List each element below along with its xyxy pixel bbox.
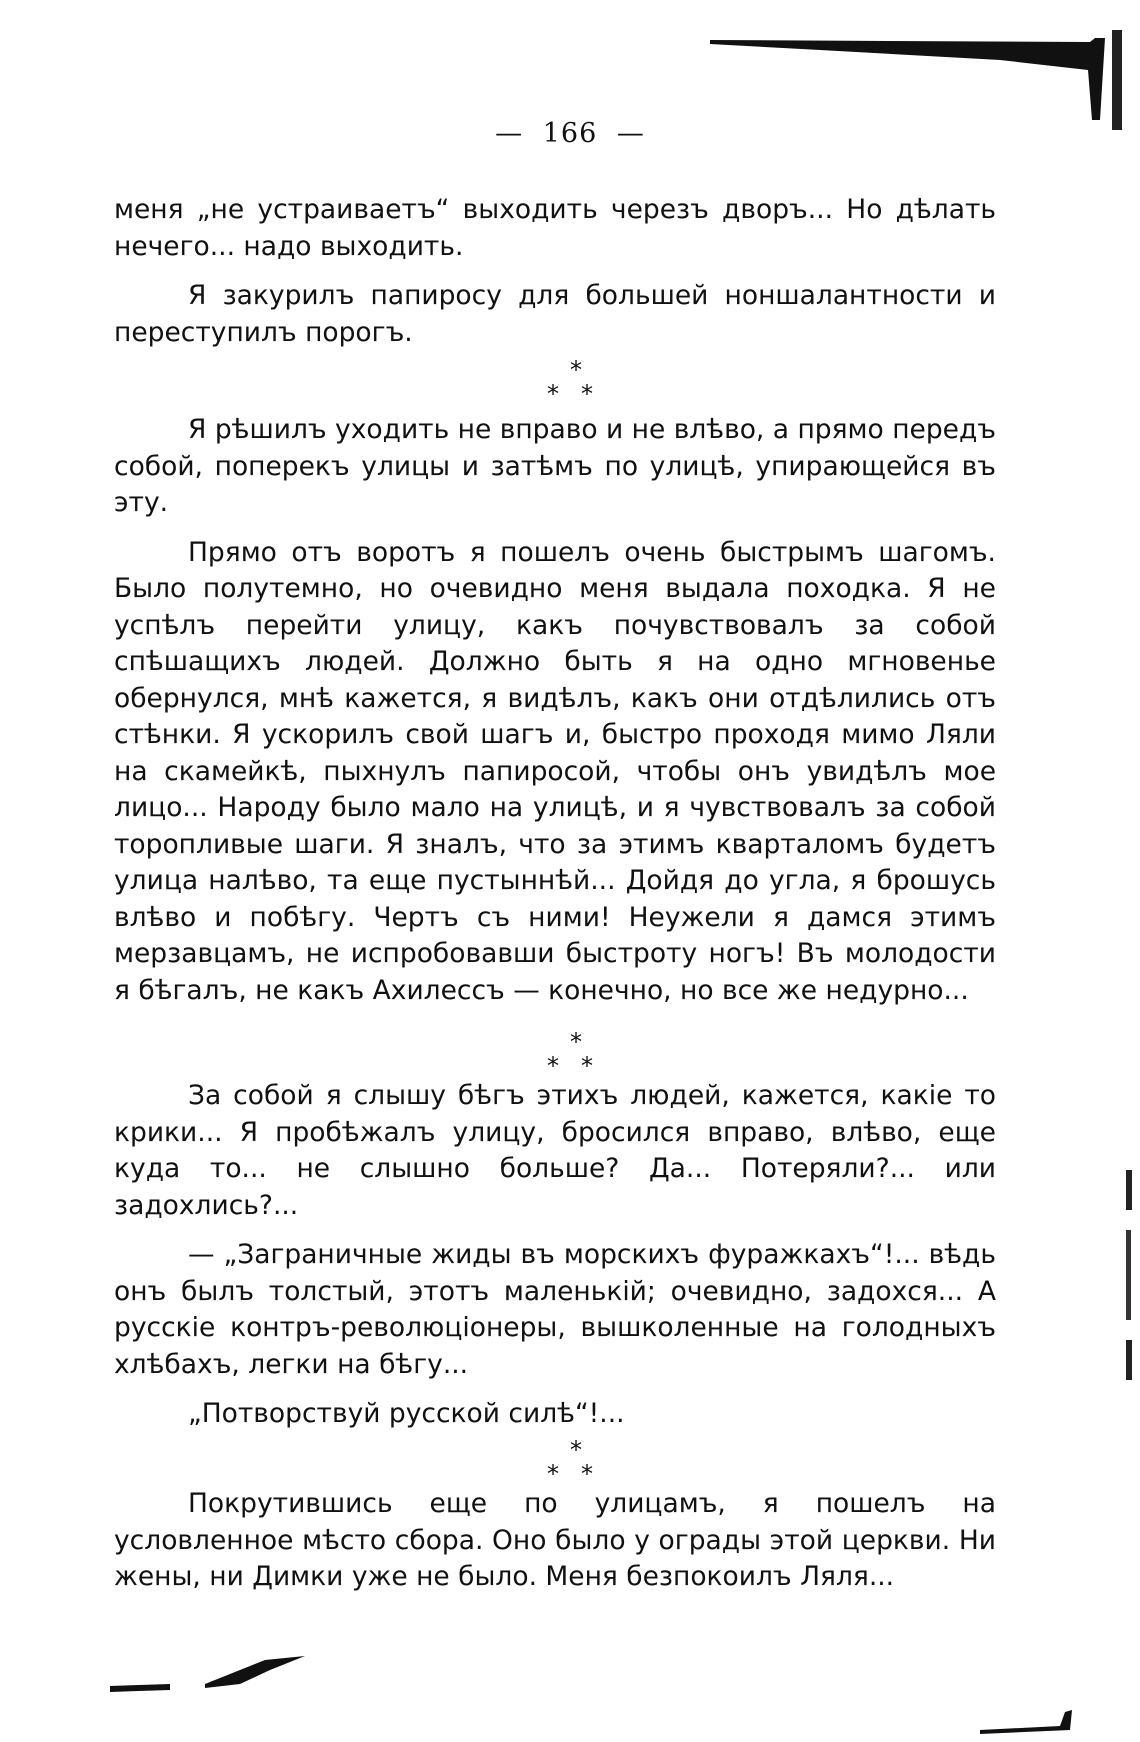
asterism-bottom-stars: ** — [547, 1052, 615, 1080]
page-number-dash-right: — — [616, 118, 645, 149]
paragraph: Я закурилъ папиросу для большей ноншалантности и переступилъ порогъ. — [114, 280, 996, 348]
scan-edge-mark-top-right — [700, 30, 1140, 130]
paragraph: За собой я слышу бѣгъ этихъ людей, кажется, какіе то крики... Я пробѣжалъ улицу, бросился вправо, влѣво, еще куда то... не слышно больше? Да... Потеряли?... или задохлись?... — [114, 1080, 996, 1221]
section-break-asterism — [0, 1438, 1140, 1486]
text-section-2 — [114, 412, 996, 1022]
text-section-3 — [114, 1078, 996, 1446]
scan-edge-mark-bottom-right — [960, 1700, 1140, 1742]
asterism-top-star: * — [570, 1028, 582, 1056]
section-break-asterism — [0, 358, 1140, 406]
page-number-value: 166 — [542, 118, 598, 149]
scan-edge-mark-right-margin — [1120, 1170, 1140, 1390]
asterism-bottom-stars: ** — [547, 1460, 615, 1488]
paragraph: Покрутившись еще по улицамъ, я пошелъ на условленное мѣсто сбора. Оно было у ограды этой церкви. Ни жены, ни Димки уже не было. Меня безпокоилъ Ляля... — [114, 1488, 996, 1592]
text-section-1 — [114, 192, 996, 364]
asterism-bottom-stars: ** — [547, 380, 615, 408]
paragraph: — „Заграничные жиды въ морскихъ фуражкахъ“!... вѣдь онъ былъ толстый, этотъ маленькій; очевидно, задохся... А русскіе контръ-революціонеры, вышколенные на голодныхъ хлѣбахъ, легки на бѣгу... — [114, 1239, 996, 1380]
paragraph: Прямо отъ воротъ я пошелъ очень быстрымъ шагомъ. Было полутемно, но очевидно меня выдала походка. Я не успѣлъ перейти улицу, какъ почувствовалъ за собой спѣшащихъ людей. Должно быть я на одно мгновенье обернулся, мнѣ кажется, я видѣлъ, какъ они отдѣлились отъ стѣнки. Я ускорилъ свой шагъ и, быстро проходя мимо Ляли на скамейкѣ, пыхнулъ папиросой, чтобы онъ увидѣлъ мое лицо... Народу было мало на улицѣ, и я чувствовалъ за собой торопливые шаги. Я зналъ, что за этимъ кварталомъ будетъ улица налѣво, та еще пустыннѣй... Дойдя до угла, я брошусь влѣво и побѣгу. Чертъ съ ними! Неужели я дамся этимъ мерзавцамъ, не испробовавши быстроту ногъ! Въ молодости я бѣгалъ, не какъ Ахилессъ — конечно, но все же недурно... — [114, 536, 996, 1006]
paragraph: „Потворствуй русской силѣ“!... — [188, 1398, 625, 1429]
text-section-4 — [114, 1486, 996, 1609]
paragraph: меня „не устраиваетъ“ выходить черезъ дворъ... Но дѣлать нечего... надо выходить. — [114, 194, 996, 262]
page-number-dash-left: — — [495, 118, 524, 149]
paragraph: Я рѣшилъ уходить не вправо и не влѣво, а прямо передъ собой, поперекъ улицы и затѣмъ по улицѣ, упирающейся въ эту. — [114, 414, 996, 518]
scan-edge-mark-bottom-left — [110, 1650, 340, 1700]
page-number — [0, 118, 1140, 149]
section-break-asterism — [0, 1030, 1140, 1078]
asterism-top-star: * — [570, 1436, 582, 1464]
asterism-top-star: * — [570, 356, 582, 384]
